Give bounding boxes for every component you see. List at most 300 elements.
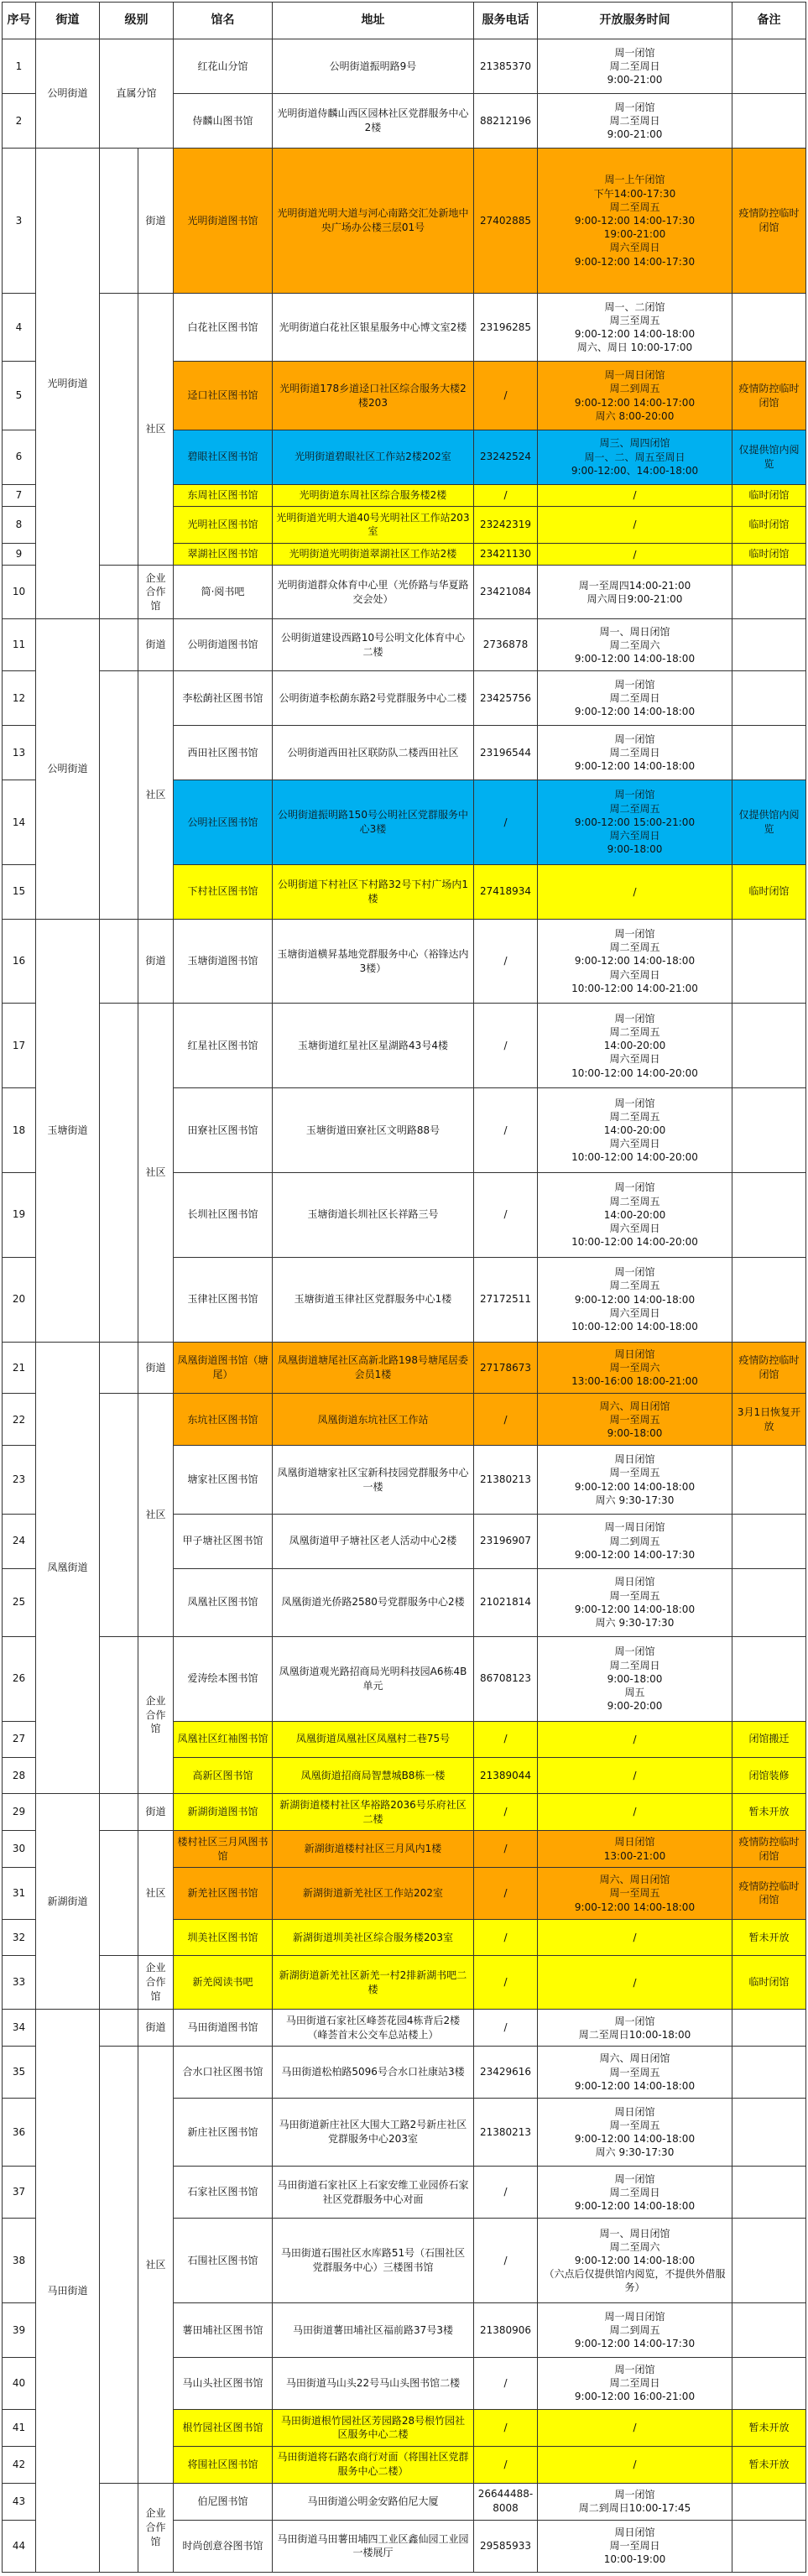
header-row <box>3 3 806 39</box>
cell-no: 29 <box>3 1794 36 1831</box>
cell-level: 社区 <box>138 294 174 566</box>
cell-name: 时尚创意谷图书馆 <box>174 2520 273 2572</box>
table-row <box>3 1794 806 1831</box>
cell-street: 玉塘街道 <box>36 919 100 1342</box>
cell-hours: / <box>538 543 732 565</box>
cell-name: 伯尼图书馆 <box>174 2483 273 2520</box>
cell-address: 公明街道建设西路10号公明文化体育中心二楼 <box>273 619 474 671</box>
cell-name: 李松蓢社区图书馆 <box>174 671 273 726</box>
cell-name: 新羌社区图书馆 <box>174 1867 273 1919</box>
cell-address: 公明街道李松蓢东路2号党群服务中心二楼 <box>273 671 474 726</box>
cell-level-gap <box>100 1794 138 1831</box>
cell-hours: 周日闭馆 周一至周五 9:00-12:00 14:00-18:00 周六 9:30-17:30 <box>538 1568 732 1636</box>
cell-phone: / <box>474 484 538 506</box>
cell-remark <box>732 2303 806 2358</box>
cell-address: 新湖街道新羌社区工作站202室 <box>273 1867 474 1919</box>
cell-hours: 周日闭馆 周一至周五 9:00-12:00 14:00-18:00 周六 9:30-17:30 <box>538 2099 732 2167</box>
cell-phone: / <box>474 2446 538 2483</box>
cell-level: 街道 <box>138 1794 174 1831</box>
table-row <box>3 2010 806 2047</box>
cell-hours: 周一、周日闭馆 周二至周六 9:00-12:00 14:00-18:00 （六点后仅提供馆内阅览，不提供外借服务） <box>538 2219 732 2303</box>
cell-remark <box>732 919 806 1004</box>
cell-no: 1 <box>3 39 36 94</box>
cell-level-gap <box>100 2010 138 2047</box>
cell-remark <box>732 671 806 726</box>
cell-phone: / <box>474 1004 538 1088</box>
cell-level: 社区 <box>138 1394 174 1636</box>
cell-hours: 周六、周日闭馆 周一至周五 9:00-18:00 <box>538 1394 732 1446</box>
cell-hours: / <box>538 2409 732 2446</box>
cell-phone: 2736878 <box>474 619 538 671</box>
cell-remark <box>732 1004 806 1088</box>
cell-level-gap <box>100 1956 138 2010</box>
cell-remark <box>732 2167 806 2219</box>
cell-hours: 周一上午闭馆 下午14:00-17:30 周二至周五 9:00-12:00 14:00-17:30 19:00-21:00 周六至周日 9:00-12:00 14:00-17:30 <box>538 149 732 294</box>
cell-no: 42 <box>3 2446 36 2483</box>
cell-remark <box>732 2520 806 2572</box>
cell-name: 薯田埔社区图书馆 <box>174 2303 273 2358</box>
cell-name: 凤凰社区红袖图书馆 <box>174 1721 273 1757</box>
cell-remark <box>732 2047 806 2099</box>
cell-no: 17 <box>3 1004 36 1088</box>
cell-level: 街道 <box>138 2010 174 2047</box>
cell-phone: 27402885 <box>474 149 538 294</box>
cell-address: 光明街道侍麟山西区园林社区党群服务中心2楼 <box>273 94 474 149</box>
cell-hours: 周一、周日闭馆 周二至周六 9:00-12:00 14:00-18:00 <box>538 619 732 671</box>
table-row <box>3 1004 806 1088</box>
cell-address: 凤凰街道甲子塘社区老人活动中心2楼 <box>273 1514 474 1568</box>
cell-level: 街道 <box>138 619 174 671</box>
cell-remark: 临时闭馆 <box>732 506 806 543</box>
cell-level-gap <box>100 566 138 619</box>
header-name: 馆名 <box>174 3 273 39</box>
cell-address: 凤凰街道招商局智慧城B8栋一楼 <box>273 1757 474 1793</box>
cell-phone: 23429616 <box>474 2047 538 2099</box>
cell-address: 公明街道振明路9号 <box>273 39 474 94</box>
cell-no: 18 <box>3 1088 36 1173</box>
cell-no: 27 <box>3 1721 36 1757</box>
cell-hours: 周一闭馆 周二至周日 9:00-12:00 16:00-21:00 <box>538 2357 732 2409</box>
cell-level: 企业合作馆 <box>138 1636 174 1793</box>
cell-name: 东坑社区图书馆 <box>174 1394 273 1446</box>
cell-hours: 周日闭馆 周一至周六 13:00-16:00 18:00-21:00 <box>538 1342 732 1394</box>
cell-name: 圳美社区图书馆 <box>174 1919 273 1955</box>
cell-name: 东周社区图书馆 <box>174 484 273 506</box>
cell-phone: 23242524 <box>474 430 538 484</box>
cell-phone: 23196285 <box>474 294 538 362</box>
cell-street: 公明街道 <box>36 619 100 919</box>
cell-address: 光明街道光明街道翠湖社区工作站2楼 <box>273 543 474 565</box>
cell-level: 社区 <box>138 1004 174 1342</box>
cell-remark <box>732 2357 806 2409</box>
cell-hours: / <box>538 506 732 543</box>
cell-level: 直属分馆 <box>100 39 174 149</box>
cell-no: 19 <box>3 1172 36 1257</box>
cell-phone: / <box>474 1172 538 1257</box>
cell-address: 公明街道下村社区下村路32号下村广场内1楼 <box>273 864 474 919</box>
cell-address: 玉塘街道长圳社区长祥路三号 <box>273 1172 474 1257</box>
table-row <box>3 619 806 671</box>
cell-name: 爱涛绘本图书馆 <box>174 1636 273 1721</box>
cell-level: 街道 <box>138 1342 174 1394</box>
cell-address: 凤凰街道东坑社区工作站 <box>273 1394 474 1446</box>
cell-name: 长圳社区图书馆 <box>174 1172 273 1257</box>
cell-hours: 周一闭馆 周二至周日10:00-18:00 <box>538 2010 732 2047</box>
cell-no: 34 <box>3 2010 36 2047</box>
cell-phone: / <box>474 2409 538 2446</box>
cell-no: 11 <box>3 619 36 671</box>
cell-address: 马田街道马山头22号马山头图书馆二楼 <box>273 2357 474 2409</box>
cell-name: 马田街道图书馆 <box>174 2010 273 2047</box>
cell-name: 塘家社区图书馆 <box>174 1446 273 1514</box>
cell-name: 田寮社区图书馆 <box>174 1088 273 1173</box>
cell-hours: / <box>538 484 732 506</box>
cell-name: 光明街道图书馆 <box>174 149 273 294</box>
cell-name: 光明社区图书馆 <box>174 506 273 543</box>
cell-level: 企业合作馆 <box>138 1956 174 2010</box>
cell-name: 迳口社区图书馆 <box>174 362 273 430</box>
cell-hours: 周一闭馆 周二至周五 9:00-12:00 14:00-18:00 周六至周日 10:00-12:00 14:00-18:00 <box>538 1257 732 1342</box>
cell-address: 光明街道光明大道与河心南路交汇处新地中央广场办公楼三层01号 <box>273 149 474 294</box>
cell-hours: 周日闭馆 周一至周日 10:00-19:00 <box>538 2520 732 2572</box>
cell-address: 光明街道碧眼社区工作站2楼202室 <box>273 430 474 484</box>
cell-remark <box>732 1514 806 1568</box>
cell-phone: 23242319 <box>474 506 538 543</box>
cell-address: 玉塘街道田寮社区文明路88号 <box>273 1088 474 1173</box>
cell-level: 社区 <box>138 1831 174 1956</box>
cell-level-gap <box>100 2047 138 2484</box>
cell-no: 38 <box>3 2219 36 2303</box>
table-row <box>3 1956 806 2010</box>
cell-name: 楼村社区三月风图书馆 <box>174 1831 273 1868</box>
cell-phone: 21380213 <box>474 2099 538 2167</box>
cell-no: 22 <box>3 1394 36 1446</box>
cell-name: 下村社区图书馆 <box>174 864 273 919</box>
cell-name: 凤凰社区图书馆 <box>174 1568 273 1636</box>
cell-name: 白花社区图书馆 <box>174 294 273 362</box>
cell-level-gap <box>100 1831 138 1956</box>
cell-address: 光明街道东周社区综合服务楼2楼 <box>273 484 474 506</box>
cell-no: 2 <box>3 94 36 149</box>
cell-hours: / <box>538 1919 732 1955</box>
cell-address: 马田街道公明金安路伯尼大厦 <box>273 2483 474 2520</box>
header-remark: 备注 <box>732 3 806 39</box>
cell-name: 马山头社区图书馆 <box>174 2357 273 2409</box>
cell-hours: / <box>538 864 732 919</box>
cell-no: 5 <box>3 362 36 430</box>
cell-no: 21 <box>3 1342 36 1394</box>
cell-phone: 21380213 <box>474 1446 538 1514</box>
cell-no: 37 <box>3 2167 36 2219</box>
cell-phone: / <box>474 2357 538 2409</box>
cell-remark: 闭馆搬迁 <box>732 1721 806 1757</box>
table-row <box>3 671 806 726</box>
cell-level-gap <box>100 671 138 919</box>
cell-hours: 周一闭馆 周二至周日 9:00-21:00 <box>538 94 732 149</box>
header-phone: 服务电话 <box>474 3 538 39</box>
cell-level-gap <box>100 1342 138 1394</box>
cell-name: 简·阅书吧 <box>174 566 273 619</box>
cell-street: 凤凰街道 <box>36 1342 100 1794</box>
table-row <box>3 1636 806 1721</box>
cell-no: 40 <box>3 2357 36 2409</box>
cell-remark <box>732 94 806 149</box>
cell-phone: 23425756 <box>474 671 538 726</box>
cell-level-gap <box>100 294 138 566</box>
cell-phone: / <box>474 1831 538 1868</box>
cell-address: 马田街道马田薯田埔四工业区鑫仙园工业园一楼展厅 <box>273 2520 474 2572</box>
cell-remark <box>732 1568 806 1636</box>
cell-hours: 周一周日闭馆 周二到周五 9:00-12:00 14:00-17:30 <box>538 1514 732 1568</box>
cell-name: 新羌阅读书吧 <box>174 1956 273 2010</box>
cell-phone: 23196544 <box>474 726 538 780</box>
cell-remark <box>732 2099 806 2167</box>
cell-phone: 21385370 <box>474 39 538 94</box>
cell-level-gap <box>100 2483 138 2572</box>
cell-no: 25 <box>3 1568 36 1636</box>
cell-name: 玉塘街道图书馆 <box>174 919 273 1004</box>
cell-level: 企业合作馆 <box>138 566 174 619</box>
cell-hours: 周一闭馆 周二至周日 9:00-12:00 14:00-18:00 <box>538 726 732 780</box>
cell-remark <box>732 2483 806 2520</box>
cell-remark: 暂未开放 <box>732 1919 806 1955</box>
cell-remark: 仅提供馆内阅览 <box>732 430 806 484</box>
cell-no: 8 <box>3 506 36 543</box>
cell-name: 合水口社区图书馆 <box>174 2047 273 2099</box>
cell-name: 玉律社区图书馆 <box>174 1257 273 1342</box>
cell-remark <box>732 2010 806 2047</box>
table-row <box>3 2047 806 2099</box>
cell-address: 凤凰街道凤凰社区凤凰村二巷75号 <box>273 1721 474 1757</box>
cell-no: 14 <box>3 780 36 865</box>
cell-remark: 疫情防控临时闭馆 <box>732 362 806 430</box>
cell-address: 公明街道振明路150号公明社区党群服务中心3楼 <box>273 780 474 865</box>
cell-level-gap <box>100 919 138 1004</box>
cell-address: 马田街道将石路农商行对面（将围社区党群服务中心二楼） <box>273 2446 474 2483</box>
cell-phone: / <box>474 1088 538 1173</box>
cell-no: 32 <box>3 1919 36 1955</box>
cell-phone: 27418934 <box>474 864 538 919</box>
cell-address: 凤凰街道塘尾社区高新北路198号塘尾居委会员1楼 <box>273 1342 474 1394</box>
cell-hours: 周一周日闭馆 周二到周五 9:00-12:00 14:00-17:30 <box>538 2303 732 2358</box>
cell-remark: 疫情防控临时闭馆 <box>732 1831 806 1868</box>
cell-hours: 周一闭馆 周二至周五 9:00-12:00 14:00-18:00 周六至周日 10:00-12:00 14:00-21:00 <box>538 919 732 1004</box>
cell-no: 4 <box>3 294 36 362</box>
cell-no: 36 <box>3 2099 36 2167</box>
cell-no: 3 <box>3 149 36 294</box>
cell-address: 新湖街道楼村社区三月风内1楼 <box>273 1831 474 1868</box>
cell-phone: / <box>474 2010 538 2047</box>
table-row <box>3 919 806 1004</box>
cell-level: 社区 <box>138 2047 174 2484</box>
cell-address: 公明街道西田社区联防队二楼西田社区 <box>273 726 474 780</box>
cell-phone: 88212196 <box>474 94 538 149</box>
table-row <box>3 1831 806 1868</box>
cell-remark <box>732 1172 806 1257</box>
table-row <box>3 149 806 294</box>
header-street: 街道 <box>36 3 100 39</box>
cell-phone: / <box>474 919 538 1004</box>
cell-remark <box>732 39 806 94</box>
cell-remark <box>732 1446 806 1514</box>
cell-remark <box>732 294 806 362</box>
cell-remark: 暂未开放 <box>732 2446 806 2483</box>
cell-no: 7 <box>3 484 36 506</box>
cell-name: 凤凰街道图书馆（塘尾） <box>174 1342 273 1394</box>
cell-name: 石家社区图书馆 <box>174 2167 273 2219</box>
cell-no: 26 <box>3 1636 36 1721</box>
table-body <box>3 3 806 2573</box>
cell-level: 企业合作馆 <box>138 2483 174 2572</box>
cell-phone: / <box>474 1867 538 1919</box>
cell-no: 33 <box>3 1956 36 2010</box>
cell-remark <box>732 1088 806 1173</box>
cell-street: 马田街道 <box>36 2010 100 2573</box>
cell-address: 马田街道薯田埔社区福前路37号3楼 <box>273 2303 474 2358</box>
cell-name: 将围社区图书馆 <box>174 2446 273 2483</box>
cell-no: 9 <box>3 543 36 565</box>
cell-no: 39 <box>3 2303 36 2358</box>
cell-no: 44 <box>3 2520 36 2572</box>
cell-no: 12 <box>3 671 36 726</box>
cell-hours: 周一闭馆 周二至周日 9:00-21:00 <box>538 39 732 94</box>
cell-name: 甲子塘社区图书馆 <box>174 1514 273 1568</box>
library-schedule-table <box>2 2 806 2573</box>
cell-street: 新湖街道 <box>36 1794 100 2010</box>
cell-address: 光明街道178乡道迳口社区综合服务大楼2楼203 <box>273 362 474 430</box>
cell-name: 石围社区图书馆 <box>174 2219 273 2303</box>
cell-no: 24 <box>3 1514 36 1568</box>
cell-phone: 86708123 <box>474 1636 538 1721</box>
cell-name: 红花山分馆 <box>174 39 273 94</box>
cell-level-gap <box>100 1394 138 1636</box>
cell-hours: 周一闭馆 周二至周日 9:00-12:00 14:00-18:00 <box>538 2167 732 2219</box>
cell-no: 20 <box>3 1257 36 1342</box>
cell-phone: 27178673 <box>474 1342 538 1394</box>
table-row <box>3 294 806 362</box>
cell-no: 43 <box>3 2483 36 2520</box>
cell-address: 新湖街道新羌社区新羌一村2排新湖书吧二楼 <box>273 1956 474 2010</box>
cell-hours: 周日闭馆 13:00-21:00 <box>538 1831 732 1868</box>
cell-remark: 暂未开放 <box>732 2409 806 2446</box>
cell-name: 高新区图书馆 <box>174 1757 273 1793</box>
cell-address: 马田街道石家社区上石家安维工业园侨石家社区党群服务中心对面 <box>273 2167 474 2219</box>
cell-remark: 疫情防控临时闭馆 <box>732 149 806 294</box>
cell-no: 15 <box>3 864 36 919</box>
cell-remark: 3月1日恢复开放 <box>732 1394 806 1446</box>
cell-phone: / <box>474 1394 538 1446</box>
cell-street: 光明街道 <box>36 149 100 619</box>
cell-hours: 周三、周四闭馆 周一、二、周五至周日 9:00-12:00、14:00-18:00 <box>538 430 732 484</box>
cell-remark <box>732 726 806 780</box>
cell-remark <box>732 1636 806 1721</box>
cell-hours: 周一闭馆 周二至周日 9:00-18:00 周五 9:00-20:00 <box>538 1636 732 1721</box>
cell-hours: 周一周日闭馆 周二到周五 9:00-12:00 14:00-17:00 周六 8:00-20:00 <box>538 362 732 430</box>
cell-address: 马田街道石家社区峰荟花园4栋背后2楼（峰荟首末公交车总站楼上） <box>273 2010 474 2047</box>
cell-name: 新庄社区图书馆 <box>174 2099 273 2167</box>
cell-phone: / <box>474 1956 538 2010</box>
cell-hours: 周日闭馆 周一至周五 9:00-12:00 14:00-18:00 周六 9:30-17:30 <box>538 1446 732 1514</box>
cell-level-gap <box>100 1636 138 1793</box>
cell-level-gap <box>100 1004 138 1342</box>
cell-hours: / <box>538 1757 732 1793</box>
cell-phone: 29585933 <box>474 2520 538 2572</box>
cell-phone: / <box>474 1919 538 1955</box>
cell-address: 马田街道新庄社区大围大工路2号新庄社区党群服务中心203室 <box>273 2099 474 2167</box>
cell-phone: / <box>474 362 538 430</box>
cell-address: 马田街道石围社区水库路51号（石围社区党群服务中心）三楼图书馆 <box>273 2219 474 2303</box>
cell-address: 玉塘街道红星社区星湖路43号4楼 <box>273 1004 474 1088</box>
cell-address: 马田街道松柏路5096号合水口社康站3楼 <box>273 2047 474 2099</box>
cell-hours: 周一闭馆 周二至周五 14:00-20:00 周六至周日 10:00-12:00 14:00-20:00 <box>538 1004 732 1088</box>
cell-phone: 23421084 <box>474 566 538 619</box>
header-address: 地址 <box>273 3 474 39</box>
cell-address: 马田街道根竹园社区芳园路28号根竹园社区服务中心二楼 <box>273 2409 474 2446</box>
cell-hours: 周一闭馆 周二至周日 9:00-12:00 14:00-18:00 <box>538 671 732 726</box>
cell-phone: 21389044 <box>474 1757 538 1793</box>
cell-remark <box>732 1257 806 1342</box>
cell-phone: / <box>474 780 538 865</box>
table-row <box>3 566 806 619</box>
cell-no: 35 <box>3 2047 36 2099</box>
cell-address: 新湖街道圳美社区综合服务楼203室 <box>273 1919 474 1955</box>
cell-remark <box>732 619 806 671</box>
cell-no: 23 <box>3 1446 36 1514</box>
cell-address: 新湖街道楼村社区华裕路2036号乐府社区二楼 <box>273 1794 474 1831</box>
header-no: 序号 <box>3 3 36 39</box>
cell-name: 根竹园社区图书馆 <box>174 2409 273 2446</box>
cell-remark: 暂未开放 <box>732 1794 806 1831</box>
cell-address: 玉塘街道玉律社区党群服务中心1楼 <box>273 1257 474 1342</box>
cell-no: 6 <box>3 430 36 484</box>
cell-hours: / <box>538 2446 732 2483</box>
cell-address: 凤凰街道观光路招商局光明科技园A6栋4B单元 <box>273 1636 474 1721</box>
cell-phone: 26644488-8008 <box>474 2483 538 2520</box>
cell-level-gap <box>100 149 138 294</box>
cell-name: 新湖街道图书馆 <box>174 1794 273 1831</box>
cell-phone: / <box>474 2167 538 2219</box>
cell-level: 社区 <box>138 671 174 919</box>
cell-name: 翠湖社区图书馆 <box>174 543 273 565</box>
cell-hours: 周一闭馆 周二到周日10:00-17:45 <box>538 2483 732 2520</box>
cell-remark <box>732 2219 806 2303</box>
cell-name: 公明社区图书馆 <box>174 780 273 865</box>
table-row <box>3 2483 806 2520</box>
cell-address: 凤凰街道光侨路2580号党群服务中心2楼 <box>273 1568 474 1636</box>
cell-hours: / <box>538 1794 732 1831</box>
cell-address: 凤凰街道塘家社区宝新科技园党群服务中心一楼 <box>273 1446 474 1514</box>
cell-hours: / <box>538 1721 732 1757</box>
cell-hours: 周一、二闭馆 周三至周五 9:00-12:00 14:00-18:00 周六、周日 10:00-17:00 <box>538 294 732 362</box>
cell-phone: / <box>474 2219 538 2303</box>
cell-address: 光明街道群众体育中心里（光侨路与华夏路交会处） <box>273 566 474 619</box>
cell-remark: 疫情防控临时闭馆 <box>732 1867 806 1919</box>
cell-phone: 27172511 <box>474 1257 538 1342</box>
cell-address: 光明街道白花社区银星服务中心博文室2楼 <box>273 294 474 362</box>
header-level: 级别 <box>100 3 174 39</box>
cell-phone: / <box>474 1721 538 1757</box>
cell-name: 侍麟山图书馆 <box>174 94 273 149</box>
cell-street: 公明街道 <box>36 39 100 149</box>
cell-remark: 临时闭馆 <box>732 543 806 565</box>
cell-address: 玉塘街道横昇基地党群服务中心（裕锋达内3楼） <box>273 919 474 1004</box>
cell-hours: 周一闭馆 周二至周五 9:00-12:00 15:00-21:00 周六至周日 9:00-18:00 <box>538 780 732 865</box>
cell-address: 光明街道光明大道40号光明社区工作站203室 <box>273 506 474 543</box>
cell-level: 街道 <box>138 149 174 294</box>
table-row <box>3 1394 806 1446</box>
cell-no: 16 <box>3 919 36 1004</box>
cell-remark: 疫情防控临时闭馆 <box>732 1342 806 1394</box>
